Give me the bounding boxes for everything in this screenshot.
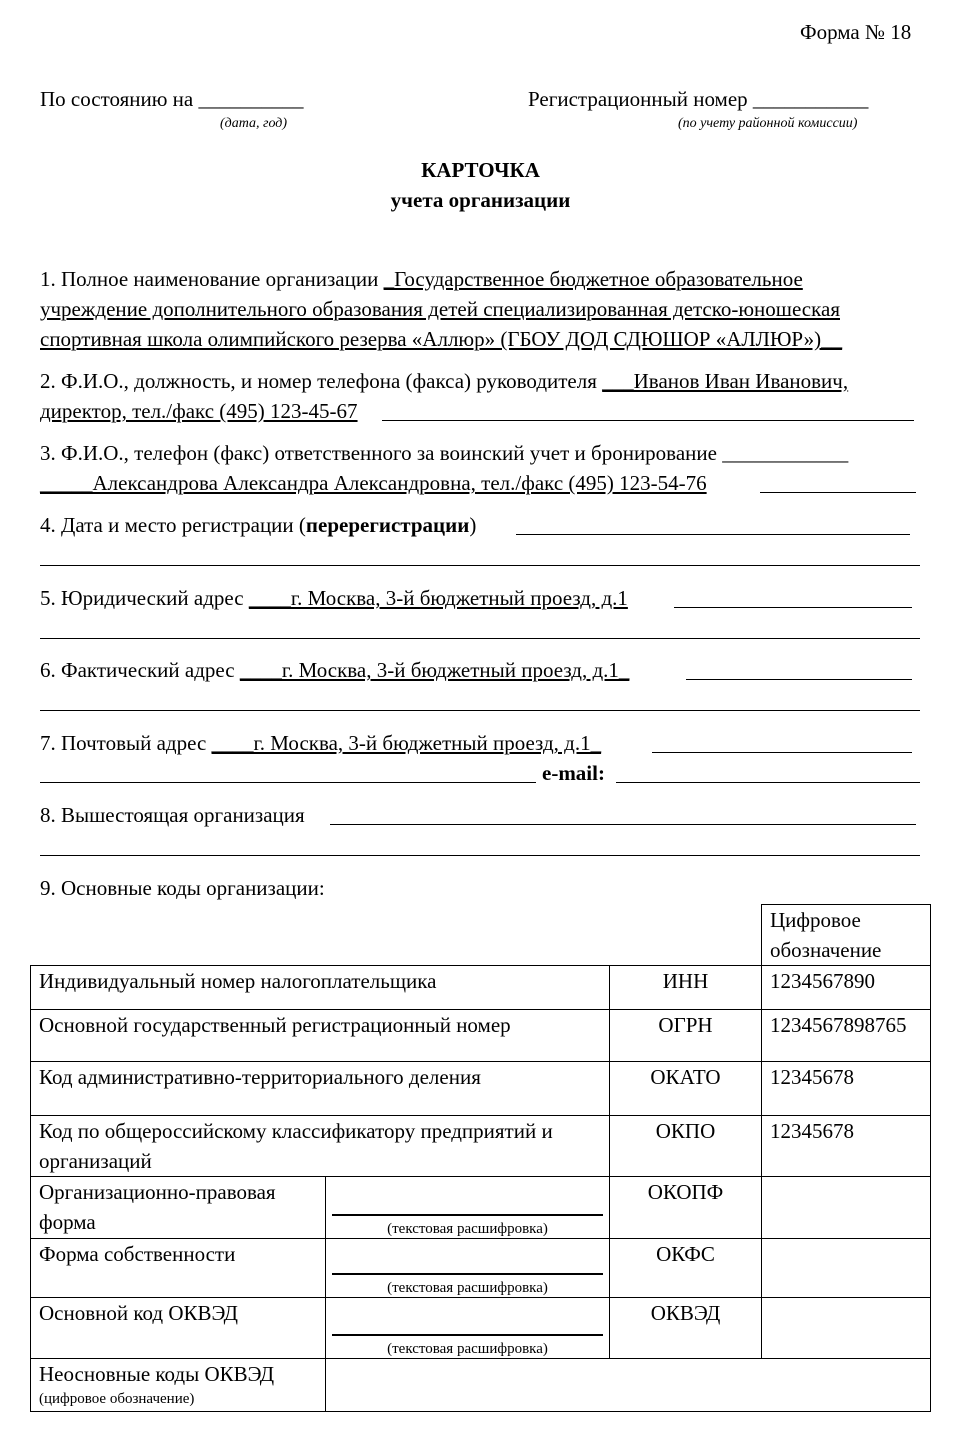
decode-line [332, 1214, 603, 1216]
item-5-value: ____г. Москва, 3-й бюджетный проезд, д.1 [248, 586, 628, 610]
table-row [31, 1010, 931, 1062]
registration-number-hint: (по учету районной комиссии) [678, 116, 858, 131]
item-4-blank-line-1 [516, 534, 910, 535]
item-1-value-line-2: учреждение дополнительного образования детей специализированная детско-юношеская [40, 297, 840, 321]
row-name: Организационно-правовая форма [31, 1177, 326, 1239]
row-code: ИНН [610, 966, 762, 1010]
item-5-legal-address [40, 583, 628, 613]
row-name: Форма собственности [31, 1239, 326, 1298]
item-7-label: 7. Почтовый адрес [40, 731, 212, 755]
row-value [762, 1298, 931, 1359]
codes-table [30, 904, 931, 1412]
item-1-value-line-1: _Государственное бюджетное образовательное [383, 267, 803, 291]
item-6-actual-address [40, 655, 629, 685]
table-row-extra [31, 1359, 931, 1412]
item-2-label: 2. Ф.И.О., должность, и номер телефона (факса) руководителя [40, 369, 603, 393]
decode-caption: (текстовая расшифровка) [387, 1280, 548, 1296]
item-2-director [40, 366, 848, 396]
decode-line [332, 1334, 603, 1336]
row-value [762, 1239, 931, 1298]
item-6-value: ____г. Москва, 3-й бюджетный проезд, д.1_ [239, 658, 630, 682]
item-3-label: 3. Ф.И.О., телефон (факс) ответственного за воинский учет и бронирование ____________ [40, 441, 849, 465]
table-row-decoded [31, 1177, 931, 1239]
decode-line [332, 1273, 603, 1275]
item-7-postal-address [40, 728, 601, 758]
item-9-label: 9. Основные коды организации: [40, 876, 325, 900]
table-row [31, 966, 931, 1010]
table-row [31, 1116, 931, 1177]
row-name: Код административно-территориального деления [31, 1062, 610, 1116]
decode-caption: (текстовая расшифровка) [387, 1221, 548, 1237]
row-value: 1234567890 [762, 966, 931, 1010]
row-code: ОКАТО [610, 1062, 762, 1116]
row-name: Код по общероссийскому классификатору предприятий и организаций [31, 1116, 610, 1177]
extra-name-cell [31, 1359, 326, 1412]
item-6-blank-line-2 [40, 710, 920, 711]
row-code: ОКПО [610, 1116, 762, 1177]
item-7-email-label: e-mail: [542, 761, 605, 785]
item-1-value-line-3: спортивная школа олимпийского резерва «Аллюр» (ГБОУ ДОД СДЮШОР «АЛЛЮР»)__ [40, 327, 843, 351]
row-value: 12345678 [762, 1062, 931, 1116]
row-value: 12345678 [762, 1116, 931, 1177]
item-4-label-c: ) [469, 513, 477, 537]
form-number: Форма № 18 [800, 20, 912, 44]
card-subtitle: учета организации [390, 188, 571, 212]
decode-cell [326, 1177, 610, 1239]
extra-name: Неосновные коды ОКВЭД [39, 1362, 275, 1386]
item-4-label-reregistration: перерегистрации [305, 513, 470, 537]
item-5-blank-line-2 [40, 638, 920, 639]
item-7-blank-line-1 [652, 752, 912, 753]
item-1-label: 1. Полное наименование организации [40, 267, 384, 291]
row-name: Основной код ОКВЭД [31, 1298, 326, 1359]
row-code: ОГРН [610, 1010, 762, 1062]
registration-number-field: Регистрационный номер ___________ [528, 87, 869, 111]
item-8-blank-line-1 [330, 824, 916, 825]
item-4-blank-line-2 [40, 565, 920, 566]
item-4-label [40, 510, 476, 540]
item-5-label: 5. Юридический адрес [40, 586, 249, 610]
row-value [762, 1177, 931, 1239]
item-2-value-line-1: ___Иванов Иван Иванович, [602, 369, 849, 393]
as-of-date-field: По состоянию на __________ [40, 87, 304, 111]
item-7-blank-line-2 [40, 782, 536, 783]
item-8-label: 8. Вышестоящая организация [40, 803, 305, 827]
item-4-label-a: 4. Дата и место регистрации ( [40, 513, 306, 537]
extra-value [326, 1359, 931, 1412]
table-row [31, 1062, 931, 1116]
decode-cell [326, 1239, 610, 1298]
item-2-value-line-2: директор, тел./факс (495) 123-45-67 [40, 399, 358, 423]
table-row-decoded [31, 1298, 931, 1359]
decode-caption: (текстовая расшифровка) [387, 1341, 548, 1357]
item-5-blank-line-1 [674, 607, 912, 608]
row-code: ОКОПФ [610, 1177, 762, 1239]
as-of-date-hint: (дата, год) [220, 116, 288, 131]
row-value: 1234567898765 [762, 1010, 931, 1062]
item-7-value: ____г. Москва, 3-й бюджетный проезд, д.1_ [211, 731, 602, 755]
decode-cell [326, 1298, 610, 1359]
item-7-email-line [616, 782, 920, 783]
table-header-row [31, 905, 931, 966]
item-6-label: 6. Фактический адрес [40, 658, 240, 682]
item-3-value: _____Александрова Александра Александровна, тел./факс (495) 123-54-76 [40, 471, 707, 495]
item-1-full-name [40, 264, 803, 294]
digit-header: Цифровое обозначение [762, 905, 931, 966]
row-name: Индивидуальный номер налогоплательщика [31, 966, 610, 1010]
table-row-decoded [31, 1239, 931, 1298]
card-title: КАРТОЧКА [421, 158, 540, 182]
row-code: ОКФС [610, 1239, 762, 1298]
extra-hint: (цифровое обозначение) [39, 1391, 195, 1407]
item-3-blank-line [760, 492, 916, 493]
item-6-blank-line-1 [686, 679, 912, 680]
row-name: Основной государственный регистрационный номер [31, 1010, 610, 1062]
row-code: ОКВЭД [610, 1298, 762, 1359]
item-2-blank-line [382, 420, 914, 421]
item-8-blank-line-2 [40, 855, 920, 856]
